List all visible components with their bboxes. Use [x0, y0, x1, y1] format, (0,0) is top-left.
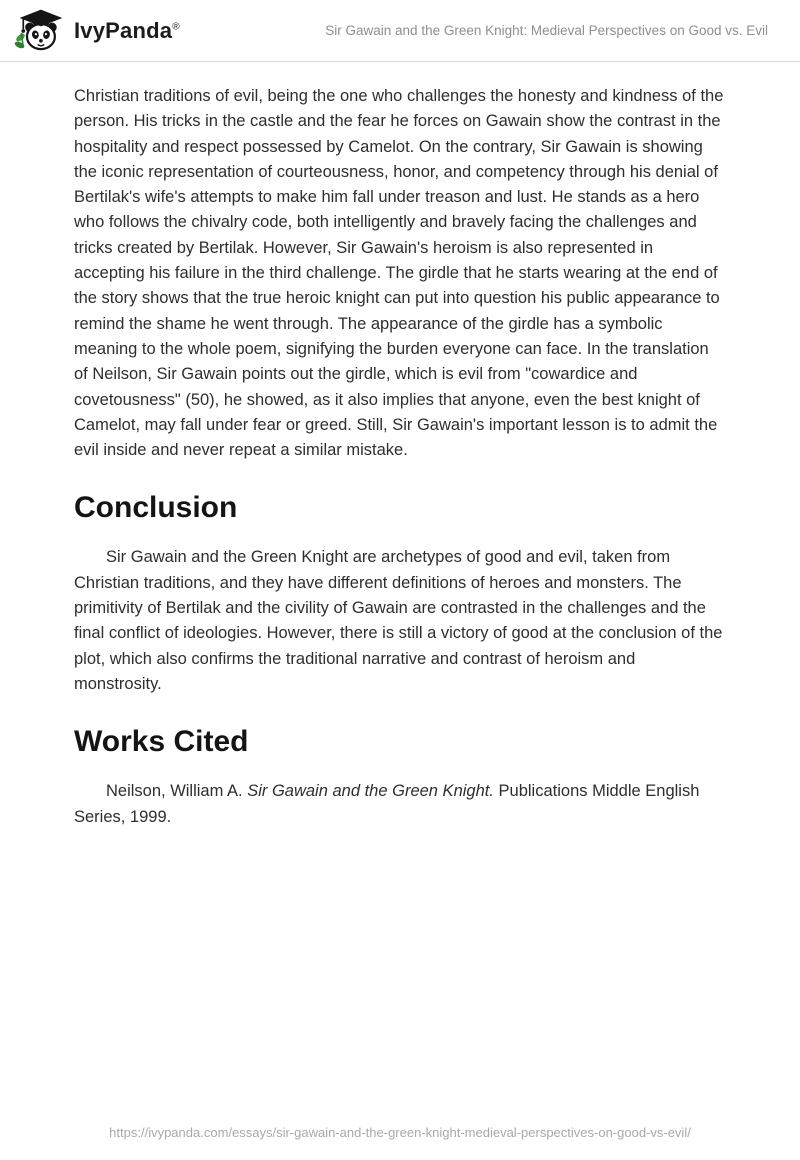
- brand-text: IvyPanda: [74, 17, 173, 43]
- essay-paragraph: Christian traditions of evil, being the one who challenges the honesty and kindness of the person. His tricks in the castle and the fear he forces on Gawain show the contrast in the hospitality and respect possessed by Camelot. On the contrary, Sir Gawain is showing the iconic representation of courteousness, honor, and competency through his denial of Bertilak's wife's attempts to make him fall under treason and lust. He stands as a hero who follows the chivalry code, both intelligently and bravely facing the challenges and tricks created by Bertilak. However, Sir Gawain's heroism is also represented in accepting his failure in the third challenge. The girdle that he starts wearing at the end of the story shows that the true heroic knight can put into question his public appearance to remind the shame he went through. The appearance of the girdle has a symbolic meaning to the whole poem, signifying the burden everyone can face. In the translation of Neilson, Sir Gawain points out the girdle, which is evil from "cowardice and covetousness" (50), he showed, as it also implies that anyone, even the best knight of Camelot, may fall under fear or greed. Still, Sir Gawain's important lesson is to admit the evil inside and never repeat a similar mistake.: [74, 87, 724, 460]
- trademark-symbol: ®: [172, 21, 180, 33]
- conclusion-heading: Conclusion: [74, 491, 238, 525]
- document-title: Sir Gawain and the Green Knight: Medieval Perspectives on Good vs. Evil: [325, 23, 768, 38]
- panda-face-icon: [25, 22, 57, 48]
- works-cited-heading: Works Cited: [74, 725, 249, 759]
- ivypanda-logo: [14, 6, 180, 56]
- citation-author: Neilson, William A.: [106, 782, 248, 801]
- leaf-icon: [14, 32, 26, 50]
- source-url-link[interactable]: https://ivypanda.com/essays/sir-gawain-and-the-green-knight-medieval-perspectives-on-good-vs-evil/: [109, 1125, 691, 1140]
- citation-entry: [74, 779, 726, 830]
- page-footer: [0, 1124, 800, 1160]
- brand-name: [74, 18, 180, 44]
- page-header: [0, 0, 800, 62]
- conclusion-paragraph: Sir Gawain and the Green Knight are archetypes of good and evil, taken from Christian traditions, and they have different definitions of heroes and monsters. The primitivity of Bertilak and the civility of Gawain are contrasted in the challenges and the final conflict of ideologies. However, there is still a victory of good at the conclusion of the plot, which also confirms the traditional narrative and contrast of heroism and monstrosity.: [74, 548, 723, 693]
- panda-graduate-icon: [14, 6, 66, 56]
- citation-work-title: Sir Gawain and the Green Knight.: [247, 782, 494, 801]
- essay-body: [0, 62, 800, 842]
- citation-publisher: Publications Middle English Series, 1999.: [74, 782, 700, 826]
